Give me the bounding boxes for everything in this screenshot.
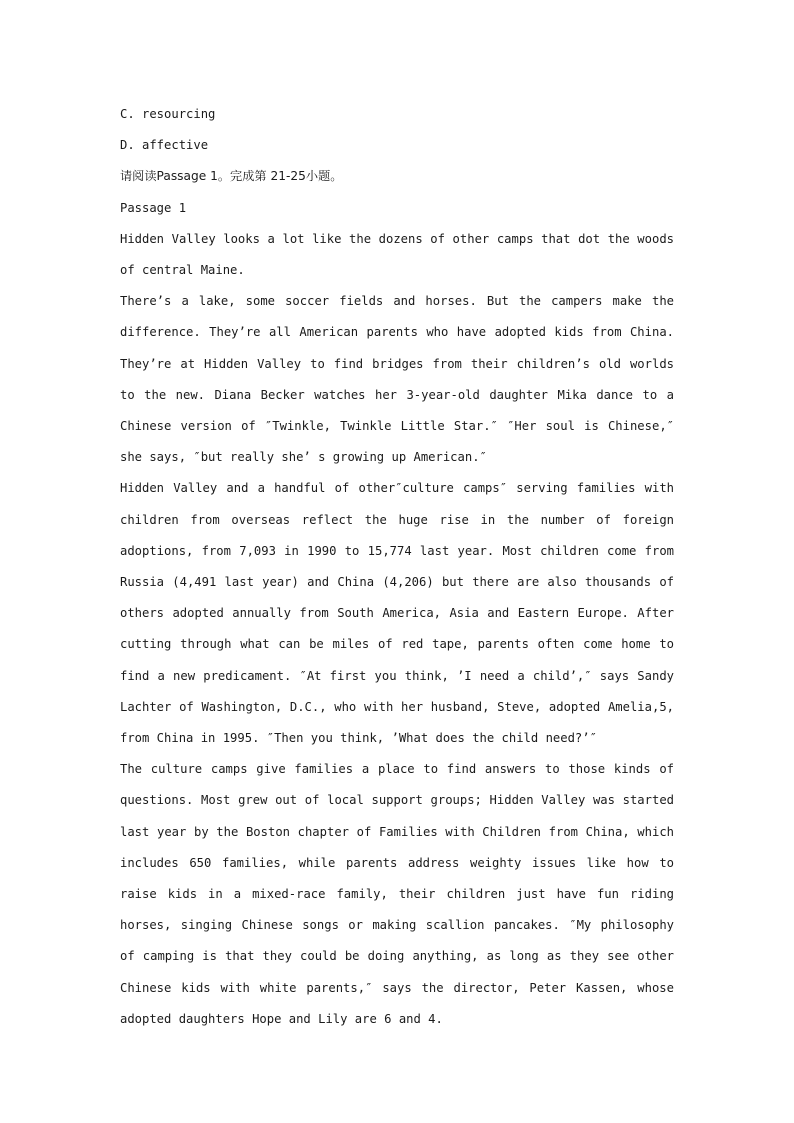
option-c: C. resourcing	[120, 107, 216, 121]
passage-paragraph-1: Hidden Valley looks a lot like the dozens of other camps that dot the woods of central Maine.	[120, 231, 674, 278]
option-d: D. affective	[120, 138, 209, 153]
passage-paragraph-3: Hidden Valley and a handful of other″culture camps″ serving families with children from overseas reflect the huge rise in the number of foreign adoptions, from 7,093 in 1990 to 15,774 last year. Most children come from Russia (4,491 last year) and China (4,206) but there are also thousands of others adopted annually from South America, Asia and Eastern Europe. After cutting through what can be miles of red tape, parents often come home to find a new predicament. ″At first you think, ’I need a child’,″ says Sandy Lachter of Washington, D.C., who with her husband, Steve, adopted Amelia,5, from China in 1995. ″Then you think, ’What does the child need?’″	[120, 481, 674, 746]
passage-paragraph-2: There’s a lake, some soccer fields and horses. But the campers make the difference. They’re all American parents who have adopted kids from China. They’re at Hidden Valley to find bridges from their children’s old worlds to the new. Diana Becker watches her 3-year-old daughter Mika dance to a Chinese version of ″Twinkle, Twinkle Little Star.″ ″Her soul is Chinese,″ she says, ″but really she’ s growing up American.″	[120, 294, 674, 465]
document-page	[120, 99, 674, 1035]
passage-paragraph-4: The culture camps give families a place to find answers to those kinds of questions. Most grew out of local support groups; Hidden Valley was started last year by the Boston chapter of Families with Children from China, which includes 650 families, while parents address weighty issues like how to raise kids in a mixed-race family, their children just have fun riding horses, singing Chinese songs or making scallion pancakes. ″My philosophy of camping is that they could be doing anything, as long as they see other Chinese kids with white parents,″ says the director, Peter Kassen, whose adopted daughters Hope and Lily are 6 and 4.	[120, 762, 674, 1026]
reading-instruction: 请阅读Passage 1。完成第 21-25小题。	[120, 169, 343, 184]
passage-title: Passage 1	[120, 200, 187, 215]
